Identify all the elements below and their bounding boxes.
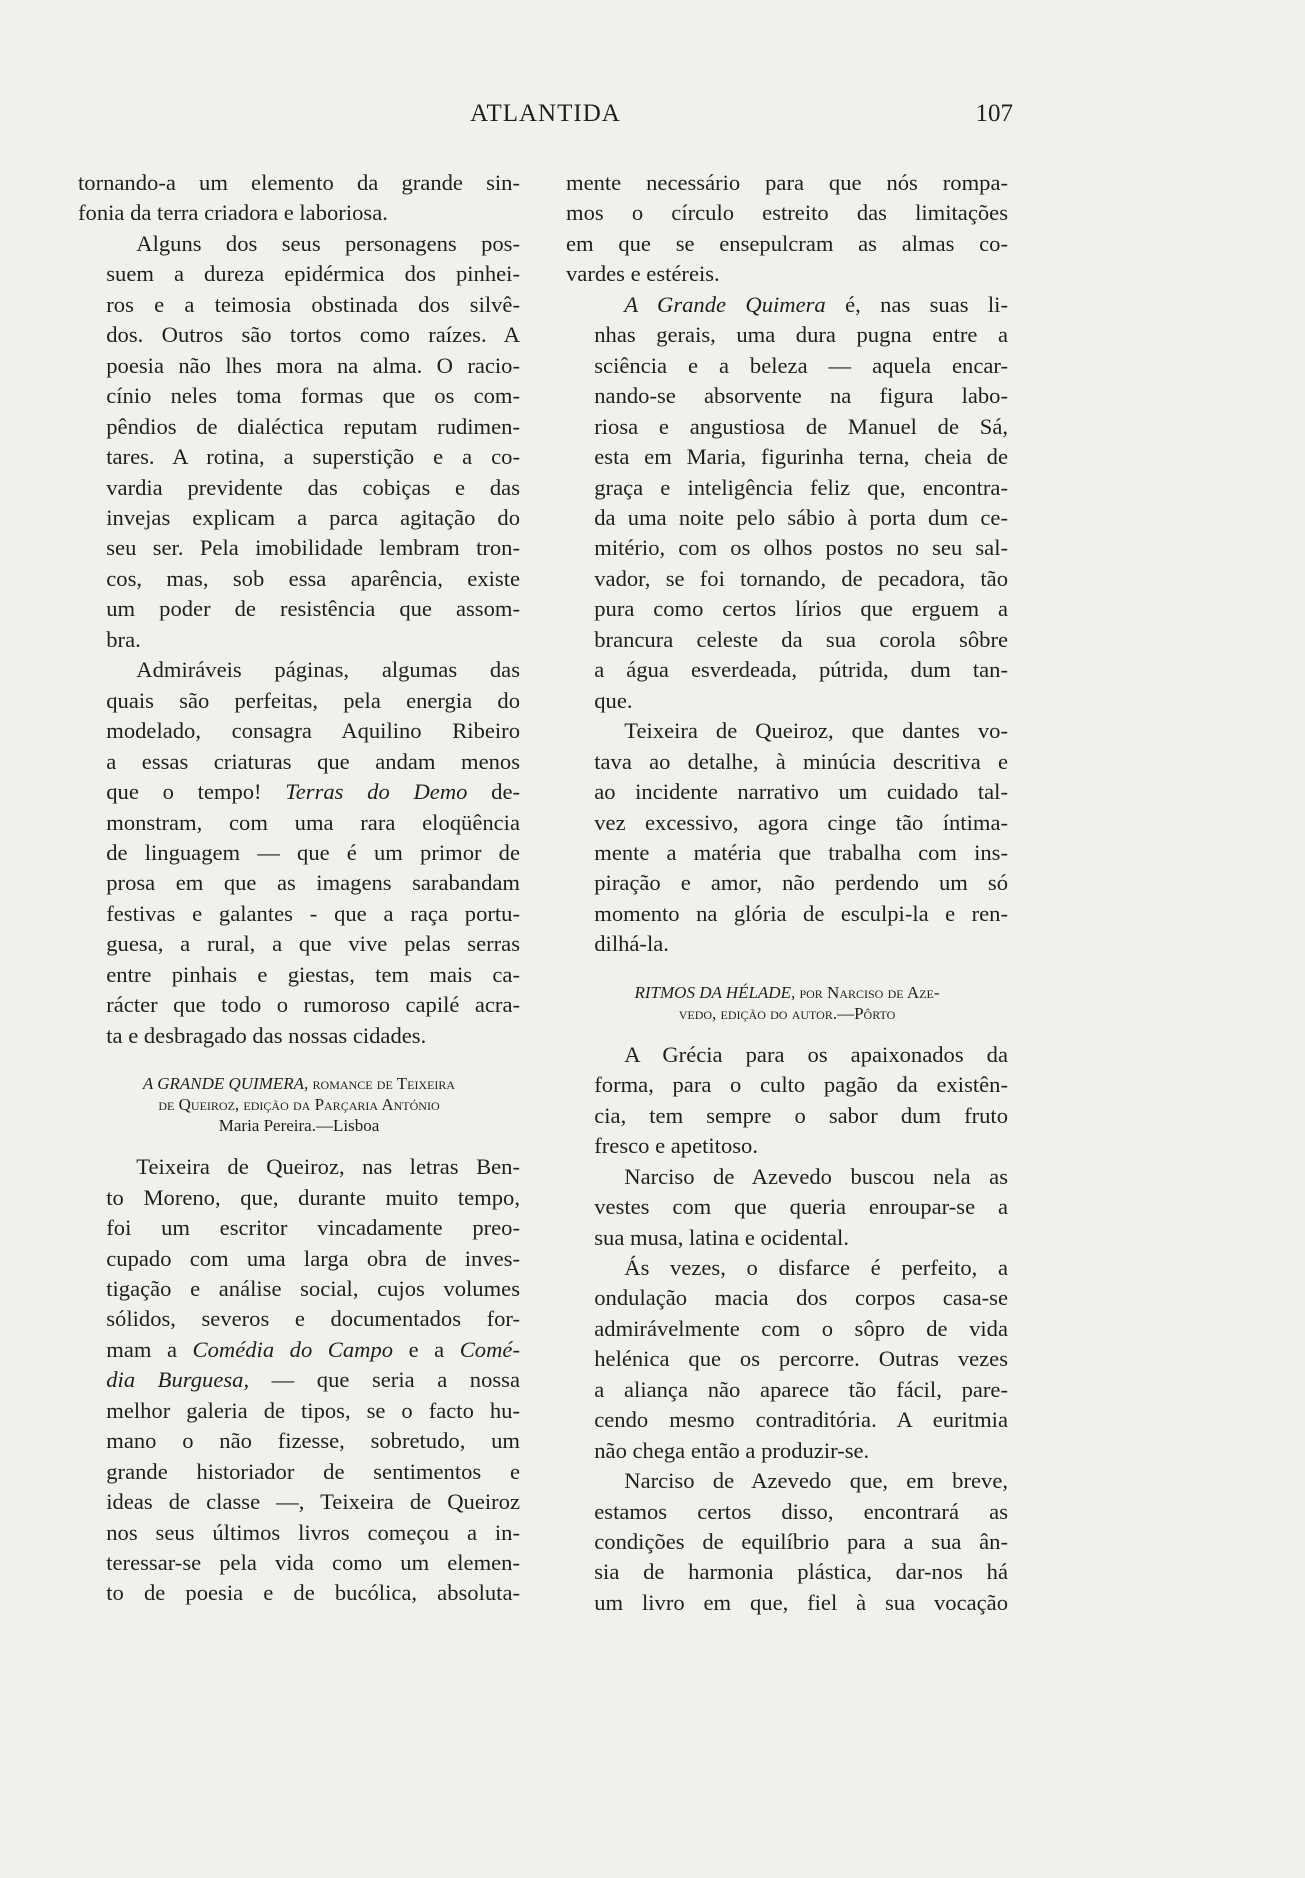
- review-heading-line: [566, 982, 1008, 1003]
- text-line: prosa em que as imagens sarabandam: [106, 870, 520, 896]
- text-line: a aliança não aparece tão fácil, pare-: [594, 1376, 1008, 1402]
- paragraph: [78, 229, 520, 655]
- text-line: modelado, consagra Aquilino Ribeiro: [106, 718, 520, 744]
- text-line: vador, se foi tornando, de pecadora, tão: [594, 565, 1008, 591]
- text-line: Ás vezes, o disfarce é perfeito, a: [624, 1254, 1008, 1280]
- text-line: cínio neles toma formas que os com-: [106, 383, 520, 409]
- text-line: dos. Outros são tortos como raízes. A: [106, 322, 520, 348]
- text-line: esta em Maria, figurinha terna, cheia de: [594, 444, 1008, 470]
- review-heading-line: Maria Pereira.—Lisboa: [218, 1116, 380, 1136]
- text-line: momento na glória de esculpi-la e ren-: [594, 900, 1008, 926]
- paragraph: [566, 1253, 1008, 1466]
- text-line: pêndios de dialéctica reputam rudimen-: [106, 413, 520, 439]
- review-heading-line: de Queiroz, edição da Parçaria António: [158, 1095, 440, 1115]
- text-line: pura como certos lírios que erguem a: [594, 596, 1008, 622]
- text-line: tares. A rotina, a superstição e a co-: [106, 444, 520, 470]
- text-line: mano o não fizesse, sobretudo, um: [106, 1428, 520, 1454]
- text-line: um poder de resistência que assom-: [106, 596, 520, 622]
- text-line: brancura celeste da sua corola sôbre: [594, 626, 1008, 652]
- text-line: vardia previdente das cobiças e das: [106, 474, 520, 500]
- text-line: mente a matéria que trabalha com ins-: [594, 839, 1008, 865]
- text-line: Narciso de Azevedo buscou nela as: [624, 1163, 1008, 1189]
- book-title: A Grande Quimera: [624, 291, 826, 317]
- page-number: 107: [975, 100, 1013, 127]
- text-line: ao incidente narrativo um cuidado tal-: [594, 779, 1008, 805]
- book-title: Comé-: [459, 1336, 520, 1362]
- text-line: em que se ensepulcram as almas co-: [566, 230, 1008, 256]
- paragraph: [566, 290, 1008, 716]
- page-header: [78, 100, 1013, 140]
- text-line: forma, para o culto pagão da existên-: [594, 1072, 1008, 1098]
- text-line: suem a dureza epidérmica dos pinhei-: [106, 261, 520, 287]
- text-segment: mam a: [106, 1336, 193, 1362]
- text-line: [566, 290, 1008, 320]
- text-segment: — que seria a nossa: [249, 1367, 520, 1393]
- text-line: sua musa, latina e ocidental.: [594, 1224, 849, 1250]
- text-line: cos, mas, sob essa aparência, existe: [106, 565, 520, 591]
- text-line: Teixeira de Queiroz, nas letras Ben-: [136, 1154, 520, 1180]
- text-line: ondulação macia dos corpos casa-se: [594, 1285, 1008, 1311]
- text-line: admirávelmente com o sôpro de vida: [594, 1315, 1008, 1341]
- paragraph: [566, 1040, 1008, 1162]
- running-title: ATLANTIDA: [470, 100, 621, 127]
- book-title: Comédia do Campo: [192, 1336, 394, 1362]
- text-line: vardes e estéreis.: [566, 261, 720, 287]
- text-line: teressar-se pela vida como um elemen-: [106, 1550, 520, 1576]
- text-line: entre pinhais e giestas, tem mais ca-: [106, 961, 520, 987]
- text-line: guesa, a rural, a que vive pelas serras: [106, 931, 520, 957]
- text-line: [78, 1335, 520, 1365]
- text-line: to Moreno, que, durante muito tempo,: [106, 1184, 520, 1210]
- text-segment: e a: [393, 1336, 460, 1362]
- review-heading: [78, 1073, 520, 1136]
- text-line: nhas gerais, uma dura pugna entre a: [594, 322, 1008, 348]
- text-line: riosa e angustiosa de Manuel de Sá,: [594, 413, 1008, 439]
- book-title: Terras do Demo: [285, 779, 468, 805]
- text-line: de linguagem — que é um primor de: [106, 839, 520, 865]
- text-line: [78, 777, 520, 807]
- text-line: sia de harmonia plástica, dar-nos há: [594, 1559, 1008, 1585]
- text-line: a essas criaturas que andam menos: [106, 748, 520, 774]
- text-line: invejas explicam a parca agitação do: [106, 504, 520, 530]
- text-line: ideas de classe —, Teixeira de Queiroz: [106, 1489, 520, 1515]
- text-line: [78, 1365, 520, 1395]
- text-line: a água esverdeada, pútrida, dum tan-: [594, 657, 1008, 683]
- text-line: piração e amor, não perdendo um só: [594, 870, 1008, 896]
- paragraph: [566, 168, 1008, 290]
- text-line: graça e inteligência feliz que, encontra-: [594, 474, 1008, 500]
- text-line: quais são perfeitas, pela energia do: [106, 687, 520, 713]
- text-line: grande historiador de sentimentos e: [106, 1458, 520, 1484]
- text-line: dilhá-la.: [594, 931, 669, 957]
- text-line: nando-se absorvente na figura labo-: [594, 383, 1008, 409]
- text-line: um livro em que, fiel à sua vocação: [594, 1589, 1008, 1615]
- paragraph: [566, 1162, 1008, 1253]
- text-line: que.: [594, 687, 633, 713]
- text-line: festivas e galantes - que a raça portu-: [106, 900, 520, 926]
- text-line: cia, tem sempre o sabor dum fruto: [594, 1102, 1008, 1128]
- text-line: da uma noite pelo sábio à porta dum ce-: [594, 504, 1008, 530]
- text-line: tava ao detalhe, à minúcia descritiva e: [594, 748, 1008, 774]
- text-line: seu ser. Pela imobilidade lembram tron-: [106, 535, 520, 561]
- text-line: estamos certos disso, encontrará as: [594, 1498, 1008, 1524]
- text-segment: romance de Teixeira: [308, 1074, 456, 1094]
- text-line: melhor galeria de tipos, se o facto hu-: [106, 1397, 520, 1423]
- text-line: Admiráveis páginas, algumas das: [136, 657, 520, 683]
- text-line: vez excessivo, agora cinge tão íntima-: [594, 809, 1008, 835]
- text-line: não chega então a produzir-se.: [594, 1437, 870, 1463]
- review-heading-line: [78, 1073, 520, 1094]
- text-line: rácter que todo o rumoroso capilé acra-: [106, 992, 520, 1018]
- review-title: RITMOS DA HÉLADE,: [634, 982, 796, 1002]
- text-line: poesia não lhes mora na alma. O racio-: [106, 352, 520, 378]
- text-line: fresco e apetitoso.: [594, 1133, 758, 1159]
- text-line: cupado com uma larga obra de inves-: [106, 1245, 520, 1271]
- paragraph: [78, 1152, 520, 1609]
- text-line: mente necessário para que nós rompa-: [566, 170, 1008, 195]
- paragraph: [78, 655, 520, 1051]
- text-line: ta e desbragado das nossas cidades.: [106, 1022, 427, 1048]
- left-column: [78, 168, 520, 1609]
- text-line: mos o círculo estreito das limitações: [566, 200, 1008, 226]
- right-column: [566, 168, 1008, 1618]
- text-line: fonia da terra criadora e laboriosa.: [78, 200, 388, 226]
- text-line: Narciso de Azevedo que, em breve,: [624, 1468, 1008, 1494]
- text-line: ros e a teimosia obstinada dos silvê-: [106, 291, 520, 317]
- text-segment: que o tempo!: [106, 779, 286, 805]
- paragraph: [78, 168, 520, 229]
- text-line: Alguns dos seus personagens pos-: [136, 230, 520, 256]
- text-line: mitério, com os olhos postos no seu sal-: [594, 535, 1008, 561]
- review-title: A GRANDE QUIMERA,: [142, 1074, 309, 1094]
- paragraph: [566, 716, 1008, 960]
- text-segment: de-: [467, 779, 520, 805]
- text-line: foi um escritor vincadamente preo-: [106, 1215, 520, 1241]
- text-line: monstram, com uma rara eloqüência: [106, 809, 520, 835]
- text-line: helénica que os percorre. Outras vezes: [594, 1346, 1008, 1372]
- paragraph: [566, 1466, 1008, 1618]
- text-line: Teixeira de Queiroz, que dantes vo-: [624, 718, 1008, 744]
- text-line: bra.: [106, 626, 141, 652]
- text-line: to de poesia e de bucólica, absoluta-: [106, 1580, 520, 1606]
- text-line: A Grécia para os apaixonados da: [624, 1041, 1008, 1067]
- text-line: tornando-a um elemento da grande sin-: [78, 170, 520, 195]
- book-title: dia Burguesa,: [106, 1367, 250, 1393]
- text-line: cendo mesmo contraditória. A euritmia: [594, 1407, 1008, 1433]
- text-segment: é, nas suas li-: [825, 291, 1008, 317]
- text-line: vestes com que queria enroupar-se a: [594, 1194, 1008, 1220]
- review-heading: [566, 982, 1008, 1024]
- review-heading-line: vedo, edição do autor.—Pôrto: [678, 1003, 896, 1023]
- text-segment: por Narciso de Aze-: [795, 982, 940, 1002]
- text-line: sólidos, severos e documentados for-: [106, 1306, 520, 1332]
- text-line: condições de equilíbrio para a sua ân-: [594, 1529, 1008, 1555]
- text-line: tigação e análise social, cujos volumes: [106, 1275, 520, 1301]
- text-line: sciência e a beleza — aquela encar-: [594, 352, 1008, 378]
- text-line: nos seus últimos livros começou a in-: [106, 1519, 520, 1545]
